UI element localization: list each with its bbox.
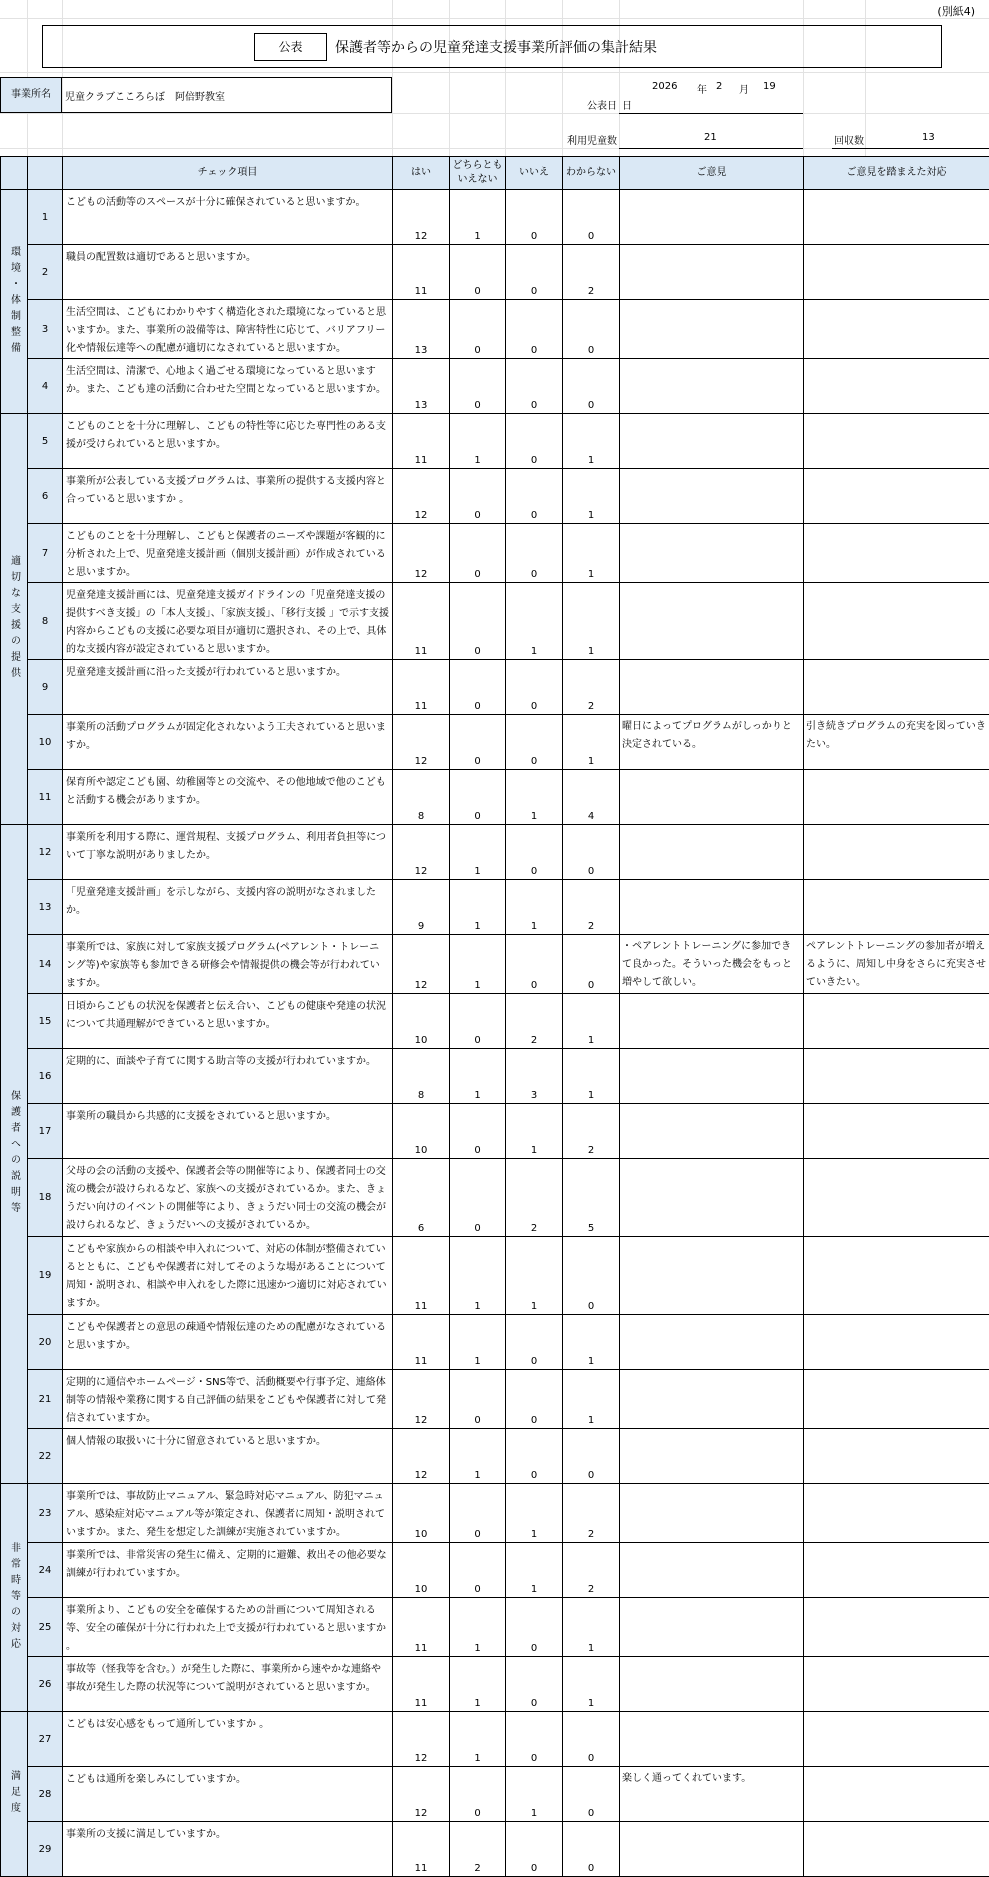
count-yes: 11 (393, 583, 450, 660)
count-yes: 11 (393, 1598, 450, 1657)
count-no: 0 (506, 1598, 563, 1657)
count-yes: 12 (393, 1712, 450, 1767)
office-label: 事業所名 (1, 78, 62, 112)
count-neither: 1 (450, 1049, 506, 1104)
header-response: ご意見を踏まえた対応 (804, 157, 989, 190)
publish-date-label: 公表日 (587, 97, 617, 112)
header-no: いいえ (506, 157, 563, 190)
count-yes: 13 (393, 359, 450, 414)
table-row (1, 660, 989, 715)
row-number: 28 (28, 1767, 63, 1822)
response-text (804, 1159, 989, 1237)
table-row (1, 1429, 989, 1484)
count-unknown: 1 (563, 1598, 620, 1657)
publish-day: 19 (763, 81, 776, 92)
count-unknown: 2 (563, 1543, 620, 1598)
count-unknown: 0 (563, 359, 620, 414)
count-no: 0 (506, 524, 563, 583)
response-text (804, 770, 989, 825)
count-neither: 1 (450, 414, 506, 469)
count-no: 1 (506, 1767, 563, 1822)
question-text: 日頃からこどもの状況を保護者と伝え合い、こどもの健康や発達の状況について共通理解ができていると思いますか。 (63, 994, 393, 1049)
category-label: 非常時等の対応 (1, 1484, 28, 1712)
table-row (1, 583, 989, 660)
row-number: 13 (28, 880, 63, 935)
table-row (1, 1315, 989, 1370)
response-text (804, 524, 989, 583)
row-number: 9 (28, 660, 63, 715)
row-number: 1 (28, 190, 63, 245)
opinion-text (620, 1484, 804, 1543)
question-text: 事業所では、家族に対して家族支援プログラム(ペアレント・トレーニング等)や家族等も参加できる研修会や情報提供の機会等が行われていますか。 (63, 935, 393, 994)
response-text: ペアレントトレーニングの参加者が増えるように、周知し中身をさらに充実させていきたい。 (804, 935, 989, 994)
table-row (1, 190, 989, 245)
count-no: 0 (506, 1712, 563, 1767)
count-no: 0 (506, 660, 563, 715)
row-number: 14 (28, 935, 63, 994)
response-text (804, 1484, 989, 1543)
row-number: 15 (28, 994, 63, 1049)
question-text: 事業所の活動プログラムが固定化されないよう工夫されていると思いますか。 (63, 715, 393, 770)
opinion-text (620, 1315, 804, 1370)
count-neither: 0 (450, 1104, 506, 1159)
count-unknown: 5 (563, 1159, 620, 1237)
count-yes: 12 (393, 715, 450, 770)
count-yes: 12 (393, 1429, 450, 1484)
response-text (804, 245, 989, 300)
count-yes: 10 (393, 1484, 450, 1543)
count-yes: 12 (393, 935, 450, 994)
count-unknown: 1 (563, 994, 620, 1049)
row-number: 25 (28, 1598, 63, 1657)
count-no: 0 (506, 190, 563, 245)
row-number: 4 (28, 359, 63, 414)
count-neither: 0 (450, 524, 506, 583)
opinion-text (620, 660, 804, 715)
row-number: 7 (28, 524, 63, 583)
opinion-text (620, 245, 804, 300)
table-row (1, 1484, 989, 1543)
header-category (1, 157, 28, 190)
office-name: 児童クラブこころらぼ 阿倍野教室 (65, 88, 225, 103)
row-number: 8 (28, 583, 63, 660)
responses-label: 回収数 (834, 132, 864, 147)
category-label: 環境・体制整備 (1, 190, 28, 414)
row-number: 29 (28, 1822, 63, 1877)
children-underline (619, 148, 803, 149)
count-yes: 8 (393, 770, 450, 825)
count-neither: 1 (450, 825, 506, 880)
category-label: 満足度 (1, 1712, 28, 1877)
opinion-text (620, 880, 804, 935)
count-no: 0 (506, 469, 563, 524)
question-text: こどもの活動等のスペースが十分に確保されていると思いますか。 (63, 190, 393, 245)
count-neither: 2 (450, 1822, 506, 1877)
opinion-text: 楽しく通ってくれています。 (620, 1767, 804, 1822)
publish-month-unit: 月 (739, 81, 749, 96)
table-row (1, 300, 989, 359)
opinion-text (620, 359, 804, 414)
count-no: 0 (506, 1315, 563, 1370)
count-yes: 8 (393, 1049, 450, 1104)
row-number: 26 (28, 1657, 63, 1712)
table-row (1, 1657, 989, 1712)
response-text (804, 1598, 989, 1657)
count-unknown: 1 (563, 469, 620, 524)
count-neither: 0 (450, 245, 506, 300)
response-text (804, 880, 989, 935)
count-neither: 1 (450, 935, 506, 994)
table-row (1, 1767, 989, 1822)
count-no: 0 (506, 1429, 563, 1484)
row-number: 22 (28, 1429, 63, 1484)
count-neither: 0 (450, 1767, 506, 1822)
children-count: 21 (704, 132, 717, 143)
category-label: 適切な支援の提供 (1, 414, 28, 825)
count-neither: 0 (450, 359, 506, 414)
count-unknown: 1 (563, 1049, 620, 1104)
count-unknown: 2 (563, 660, 620, 715)
row-number: 11 (28, 770, 63, 825)
response-text (804, 190, 989, 245)
table-row (1, 359, 989, 414)
count-unknown: 0 (563, 1712, 620, 1767)
opinion-text (620, 1104, 804, 1159)
count-unknown: 1 (563, 1315, 620, 1370)
opinion-text (620, 1657, 804, 1712)
table-row (1, 469, 989, 524)
count-neither: 1 (450, 1657, 506, 1712)
row-number: 18 (28, 1159, 63, 1237)
opinion-text (620, 1598, 804, 1657)
question-text: 生活空間は、こどもにわかりやすく構造化された環境になっていると思いますか。また、事業所の設備等は、障害特性に応じて、バリアフリー化や情報伝達等への配慮が適切になされていると思いますか。 (63, 300, 393, 359)
publish-day-unit: 日 (622, 97, 632, 112)
response-text (804, 1429, 989, 1484)
opinion-text (620, 825, 804, 880)
responses-count: 13 (922, 132, 935, 143)
row-number: 27 (28, 1712, 63, 1767)
table-row (1, 825, 989, 880)
opinion-text (620, 1159, 804, 1237)
count-no: 0 (506, 825, 563, 880)
count-no: 0 (506, 715, 563, 770)
response-text (804, 469, 989, 524)
response-text (804, 359, 989, 414)
question-text: 事業所では、非常災害の発生に備え、定期的に避難、救出その他必要な訓練が行われていますか。 (63, 1543, 393, 1598)
opinion-text: ・ペアレントトレーニングに参加できて良かった。そういった機会をもっと増やして欲しい。 (620, 935, 804, 994)
publish-month: 2 (716, 81, 722, 92)
opinion-text (620, 1237, 804, 1315)
count-yes: 12 (393, 1767, 450, 1822)
row-number: 21 (28, 1370, 63, 1429)
table-row (1, 880, 989, 935)
count-unknown: 0 (563, 1429, 620, 1484)
count-unknown: 0 (563, 300, 620, 359)
count-unknown: 0 (563, 1767, 620, 1822)
row-number: 5 (28, 414, 63, 469)
table-header-row (1, 157, 989, 190)
count-neither: 1 (450, 1598, 506, 1657)
question-text: 父母の会の活動の支援や、保護者会等の開催等により、保護者同士の交流の機会が設けられるなど、家族への支援がされているか。また、きょうだい向けのイベントの開催等により、きょうだい同士の交流の機会が設けられるなど、きょうだいへの支援がされているか。 (63, 1159, 393, 1237)
question-text: 事業所では、事故防止マニュアル、緊急時対応マニュアル、防犯マニュアル、感染症対応マニュアル等が策定され、保護者に周知・説明されていますか。また、発生を想定した訓練が実施されていますか。 (63, 1484, 393, 1543)
header-opinion: ご意見 (620, 157, 804, 190)
publish-year-unit: 年 (697, 81, 707, 96)
row-number: 17 (28, 1104, 63, 1159)
table-row (1, 1712, 989, 1767)
question-text: 事業所を利用する際に、運営規程、支援プログラム、利用者負担等について丁寧な説明がありましたか。 (63, 825, 393, 880)
response-text (804, 1767, 989, 1822)
row-number: 6 (28, 469, 63, 524)
response-text (804, 583, 989, 660)
count-yes: 11 (393, 245, 450, 300)
row-number: 16 (28, 1049, 63, 1104)
question-text: 事故等（怪我等を含む。）が発生した際に、事業所から速やかな連絡や事故が発生した際の状況等について説明がされていると思いますか。 (63, 1657, 393, 1712)
count-neither: 0 (450, 994, 506, 1049)
count-unknown: 1 (563, 583, 620, 660)
table-row (1, 715, 989, 770)
count-no: 0 (506, 414, 563, 469)
count-no: 2 (506, 1159, 563, 1237)
response-text (804, 1822, 989, 1877)
count-yes: 12 (393, 190, 450, 245)
question-text: こどもや保護者との意思の疎通や情報伝達のための配慮がなされていると思いますか。 (63, 1315, 393, 1370)
count-yes: 11 (393, 414, 450, 469)
count-neither: 1 (450, 190, 506, 245)
count-yes: 6 (393, 1159, 450, 1237)
response-text (804, 1104, 989, 1159)
count-yes: 10 (393, 1104, 450, 1159)
row-number: 2 (28, 245, 63, 300)
row-number: 12 (28, 825, 63, 880)
count-yes: 13 (393, 300, 450, 359)
question-text: 児童発達支援計画には、児童発達支援ガイドラインの「児童発達支援の提供すべき支援」の「本人支援」、「家族支援」、「移行支援 」で示す支援内容からこどもの支援に必要な項目が適切に選択され、その上で、具体的な支援内容が設定されていると思いますか。 (63, 583, 393, 660)
count-unknown: 0 (563, 1822, 620, 1877)
header-number (28, 157, 63, 190)
count-no: 0 (506, 359, 563, 414)
opinion-text (620, 1049, 804, 1104)
count-yes: 11 (393, 1657, 450, 1712)
count-unknown: 1 (563, 1657, 620, 1712)
count-neither: 0 (450, 583, 506, 660)
count-yes: 12 (393, 524, 450, 583)
count-no: 0 (506, 245, 563, 300)
date-underline (619, 113, 803, 114)
count-neither: 1 (450, 1429, 506, 1484)
question-text: 事業所が公表している支援プログラムは、事業所の提供する支援内容と合っていると思いますか 。 (63, 469, 393, 524)
count-neither: 1 (450, 880, 506, 935)
question-text: こどもや家族からの相談や申入れについて、対応の体制が整備されているとともに、こどもや保護者に対してそのような場があることについて周知・説明され、相談や申入れをした際に迅速かつ適切に対応されていますか。 (63, 1237, 393, 1315)
count-no: 1 (506, 1237, 563, 1315)
count-yes: 9 (393, 880, 450, 935)
count-yes: 11 (393, 660, 450, 715)
count-unknown: 2 (563, 245, 620, 300)
evaluation-table (0, 156, 989, 1877)
count-neither: 1 (450, 1237, 506, 1315)
office-box (0, 77, 392, 113)
row-number: 10 (28, 715, 63, 770)
table-row (1, 1598, 989, 1657)
category-label: 保護者への説明等 (1, 825, 28, 1484)
count-no: 3 (506, 1049, 563, 1104)
count-unknown: 1 (563, 524, 620, 583)
row-number: 24 (28, 1543, 63, 1598)
table-row (1, 770, 989, 825)
count-no: 1 (506, 583, 563, 660)
response-text (804, 414, 989, 469)
count-yes: 12 (393, 469, 450, 524)
question-text: 生活空間は、清潔で、心地よく過ごせる環境になっていると思いますか。また、こども達の活動に合わせた空間となっていると思いますか。 (63, 359, 393, 414)
count-neither: 1 (450, 1315, 506, 1370)
table-row (1, 1370, 989, 1429)
opinion-text (620, 1822, 804, 1877)
question-text: 職員の配置数は適切であると思いますか。 (63, 245, 393, 300)
question-text: 事業所の職員から共感的に支援をされていると思いますか。 (63, 1104, 393, 1159)
count-no: 1 (506, 1484, 563, 1543)
count-neither: 0 (450, 469, 506, 524)
question-text: 定期的に、面談や子育てに関する助言等の支援が行われていますか。 (63, 1049, 393, 1104)
table-row (1, 1822, 989, 1877)
count-no: 1 (506, 1104, 563, 1159)
response-text (804, 1049, 989, 1104)
count-unknown: 0 (563, 935, 620, 994)
row-number: 23 (28, 1484, 63, 1543)
count-neither: 0 (450, 1543, 506, 1598)
table-row (1, 935, 989, 994)
count-no: 1 (506, 770, 563, 825)
opinion-text (620, 583, 804, 660)
question-text: 事業所の支援に満足していますか。 (63, 1822, 393, 1877)
table-row (1, 245, 989, 300)
table-row (1, 1049, 989, 1104)
question-text: こどもは安心感をもって通所していますか 。 (63, 1712, 393, 1767)
table-row (1, 1543, 989, 1598)
page-title: 保護者等からの児童発達支援事業所評価の集計結果 (335, 37, 657, 57)
count-neither: 0 (450, 1370, 506, 1429)
opinion-text (620, 524, 804, 583)
count-no: 0 (506, 935, 563, 994)
publish-year: 2026 (652, 81, 677, 92)
table-row (1, 1237, 989, 1315)
count-neither: 0 (450, 660, 506, 715)
question-text: こどものことを十分理解し、こどもと保護者のニーズや課題が客観的に分析された上で、児童発達支援計画（個別支援計画）が作成されていると思いますか。 (63, 524, 393, 583)
children-label: 利用児童数 (567, 132, 617, 147)
count-yes: 10 (393, 1543, 450, 1598)
response-text (804, 1657, 989, 1712)
table-row (1, 1159, 989, 1237)
count-unknown: 1 (563, 414, 620, 469)
count-yes: 11 (393, 1315, 450, 1370)
header-yes: はい (393, 157, 450, 190)
header-unknown: わからない (563, 157, 620, 190)
response-text (804, 1712, 989, 1767)
count-unknown: 0 (563, 825, 620, 880)
response-text (804, 825, 989, 880)
row-number: 3 (28, 300, 63, 359)
question-text: 個人情報の取扱いに十分に留意されていると思いますか。 (63, 1429, 393, 1484)
question-text: 児童発達支援計画に沿った支援が行われていると思いますか。 (63, 660, 393, 715)
opinion-text (620, 770, 804, 825)
opinion-text (620, 1543, 804, 1598)
question-text: 保育所や認定こども園、幼稚園等との交流や、その他地域で他のこどもと活動する機会がありますか。 (63, 770, 393, 825)
response-text (804, 1315, 989, 1370)
response-text: 引き続きプログラムの充実を図っていきたい。 (804, 715, 989, 770)
count-unknown: 4 (563, 770, 620, 825)
response-text (804, 994, 989, 1049)
count-neither: 0 (450, 1159, 506, 1237)
row-number: 20 (28, 1315, 63, 1370)
opinion-text (620, 300, 804, 359)
response-text (804, 1543, 989, 1598)
count-yes: 11 (393, 1237, 450, 1315)
response-text (804, 1237, 989, 1315)
count-unknown: 0 (563, 190, 620, 245)
count-no: 0 (506, 1657, 563, 1712)
count-unknown: 2 (563, 1104, 620, 1159)
count-neither: 0 (450, 1484, 506, 1543)
count-unknown: 2 (563, 880, 620, 935)
count-no: 1 (506, 1543, 563, 1598)
opinion-text (620, 994, 804, 1049)
count-unknown: 1 (563, 715, 620, 770)
opinion-text (620, 1712, 804, 1767)
count-no: 1 (506, 880, 563, 935)
count-no: 0 (506, 300, 563, 359)
table-row (1, 1104, 989, 1159)
opinion-text: 曜日によってプログラムがしっかりと決定されている。 (620, 715, 804, 770)
count-no: 0 (506, 1822, 563, 1877)
row-number: 19 (28, 1237, 63, 1315)
response-text (804, 660, 989, 715)
count-neither: 1 (450, 1712, 506, 1767)
table-row (1, 414, 989, 469)
count-unknown: 1 (563, 1370, 620, 1429)
count-yes: 12 (393, 1370, 450, 1429)
table-row (1, 994, 989, 1049)
count-no: 0 (506, 1370, 563, 1429)
count-neither: 0 (450, 770, 506, 825)
public-label: 公表 (254, 33, 327, 61)
question-text: こどもは通所を楽しみにしていますか。 (63, 1767, 393, 1822)
responses-underline (832, 148, 989, 149)
question-text: 定期的に通信やホームページ・SNS等で、活動概要や行事予定、連絡体制等の情報や業務に関する自己評価の結果をこどもや保護者に対して発信されていますか。 (63, 1370, 393, 1429)
count-yes: 11 (393, 1822, 450, 1877)
question-text: 事業所より、こどもの安全を確保するための計画について周知される等、安全の確保が十分に行われた上で支援が行われていると思いますか 。 (63, 1598, 393, 1657)
opinion-text (620, 190, 804, 245)
opinion-text (620, 414, 804, 469)
response-text (804, 1370, 989, 1429)
table-row (1, 524, 989, 583)
header-neither: どちらとも いえない (450, 157, 506, 190)
count-unknown: 0 (563, 1237, 620, 1315)
count-neither: 0 (450, 300, 506, 359)
count-neither: 0 (450, 715, 506, 770)
annex-label: (別紙4) (937, 3, 975, 19)
response-text (804, 300, 989, 359)
opinion-text (620, 469, 804, 524)
question-text: こどものことを十分に理解し、こどもの特性等に応じた専門性のある支援が受けられていると思いますか。 (63, 414, 393, 469)
count-unknown: 2 (563, 1484, 620, 1543)
header-check-item: チェック項目 (63, 157, 393, 190)
opinion-text (620, 1429, 804, 1484)
count-yes: 10 (393, 994, 450, 1049)
count-yes: 12 (393, 825, 450, 880)
opinion-text (620, 1370, 804, 1429)
count-no: 2 (506, 994, 563, 1049)
question-text: 「児童発達支援計画」を示しながら、支援内容の説明がなされましたか。 (63, 880, 393, 935)
